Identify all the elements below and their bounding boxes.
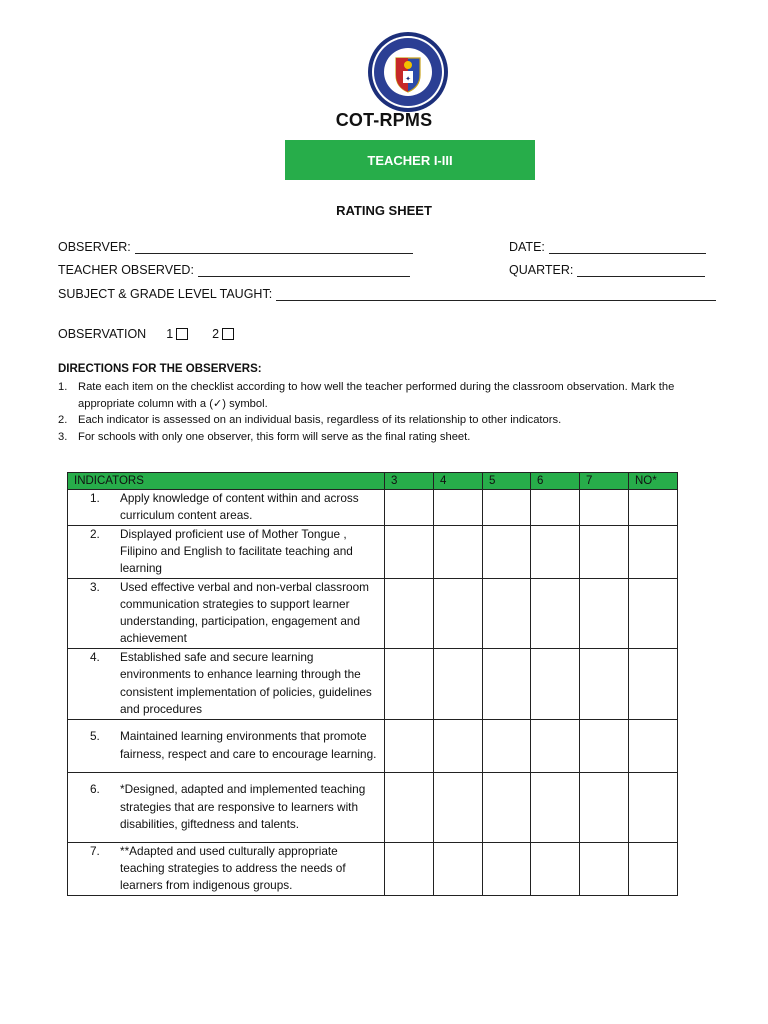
table-row (68, 719, 678, 772)
rating-cell[interactable] (385, 719, 434, 772)
header-rating-7: 7 (580, 473, 629, 490)
indicator-cell: 2. Displayed proficient use of Mother Tongue , Filipino and English to facilitate teaching and learning (68, 525, 385, 578)
rating-cell[interactable] (483, 578, 531, 648)
direction-item: 1. Rate each item on the checklist according to how well the teacher performed during the classroom observation. Mark the appropriate column with a (✓) symbol. (58, 381, 675, 410)
observation-option-2-label: 2 (212, 327, 220, 341)
indicator-cell: 1. Apply knowledge of content within and across curriculum content areas. (68, 490, 385, 526)
rating-cell[interactable] (629, 648, 678, 719)
rating-cell[interactable] (434, 648, 483, 719)
observer-label: OBSERVER: (58, 240, 131, 254)
directions-title: DIRECTIONS FOR THE OBSERVERS: (58, 363, 262, 375)
header-rating-6: 6 (531, 473, 580, 490)
observer-field[interactable] (58, 240, 413, 254)
rating-cell[interactable] (629, 578, 678, 648)
quarter-line[interactable] (577, 264, 705, 277)
table-row (68, 525, 678, 578)
date-line[interactable] (549, 241, 706, 254)
rating-cell[interactable] (434, 578, 483, 648)
form-title: COT-RPMS (335, 110, 433, 130)
rating-cell[interactable] (483, 490, 531, 526)
rating-cell[interactable] (385, 648, 434, 719)
rating-cell[interactable] (531, 648, 580, 719)
rating-cell[interactable] (483, 525, 531, 578)
table-row (68, 648, 678, 719)
subject-grade-line[interactable] (276, 288, 716, 301)
observation-1-checkbox[interactable] (176, 328, 188, 340)
rating-cell[interactable] (629, 525, 678, 578)
rating-cell[interactable] (531, 525, 580, 578)
teacher-observed-label: TEACHER OBSERVED: (58, 263, 194, 277)
quarter-field[interactable] (509, 263, 705, 277)
rating-cell[interactable] (580, 648, 629, 719)
table-row (68, 772, 678, 842)
rating-cell[interactable] (531, 842, 580, 895)
rating-cell[interactable] (434, 525, 483, 578)
direction-item: 2. Each indicator is assessed on an individual basis, regardless of its relationship to other indicators. (58, 414, 562, 426)
header-rating-3: 3 (385, 473, 434, 490)
observation-option-1-label: 1 (166, 327, 174, 341)
rating-cell[interactable] (580, 525, 629, 578)
date-field[interactable] (509, 240, 706, 254)
rating-cell[interactable] (385, 490, 434, 526)
rating-cell[interactable] (629, 842, 678, 895)
rating-cell[interactable] (580, 772, 629, 842)
rating-cell[interactable] (385, 842, 434, 895)
directions-list (58, 379, 728, 445)
rating-cell[interactable] (483, 719, 531, 772)
table-row (68, 842, 678, 895)
rating-cell[interactable] (531, 578, 580, 648)
header-rating-4: 4 (434, 473, 483, 490)
rating-cell[interactable] (385, 578, 434, 648)
subject-grade-field[interactable] (58, 287, 716, 301)
rating-cell[interactable] (434, 719, 483, 772)
indicator-cell: 3. Used effective verbal and non-verbal classroom communication strategies to support learner understanding, participation, engagement and achievement (68, 578, 385, 648)
header-indicators: INDICATORS (68, 473, 385, 490)
indicator-cell: 6. *Designed, adapted and implemented teaching strategies that are responsive to learners with disabilities, giftedness and talents. (68, 772, 385, 842)
observation-label: OBSERVATION (58, 327, 147, 341)
rating-cell[interactable] (580, 578, 629, 648)
rating-cell[interactable] (629, 719, 678, 772)
rating-cell[interactable] (483, 648, 531, 719)
indicator-cell: 4. Established safe and secure learning environments to enhance learning through the consistent implementation of policies, guidelines and procedures (68, 648, 385, 719)
rating-cell[interactable] (580, 719, 629, 772)
direction-item: 3. For schools with only one observer, this form will serve as the final rating sheet. (58, 430, 471, 443)
rating-cell[interactable] (385, 772, 434, 842)
rating-cell[interactable] (531, 772, 580, 842)
indicators-table (67, 472, 678, 896)
table-row (68, 490, 678, 526)
indicator-cell: 7. **Adapted and used culturally appropriate teaching strategies to address the needs of learners from indigenous groups. (68, 842, 385, 895)
observation-2-checkbox[interactable] (222, 328, 234, 340)
rating-cell[interactable] (531, 719, 580, 772)
quarter-label: QUARTER: (509, 263, 574, 277)
teacher-observed-line[interactable] (198, 264, 410, 277)
rating-cell[interactable] (434, 842, 483, 895)
rating-cell[interactable] (434, 772, 483, 842)
rating-cell[interactable] (483, 772, 531, 842)
observation-selector (58, 327, 258, 341)
svg-text:✦: ✦ (405, 75, 411, 83)
rating-cell[interactable] (385, 525, 434, 578)
teacher-level-banner: TEACHER I-III (285, 140, 535, 180)
indicator-cell: 5. Maintained learning environments that promote fairness, respect and care to encourage learning. (68, 719, 385, 772)
table-header-row (68, 473, 678, 490)
rating-cell[interactable] (580, 490, 629, 526)
rating-cell[interactable] (629, 772, 678, 842)
form-subtitle: RATING SHEET (336, 203, 432, 218)
table-row (68, 578, 678, 648)
observer-line[interactable] (135, 241, 413, 254)
subject-grade-label: SUBJECT & GRADE LEVEL TAUGHT: (58, 287, 273, 301)
rating-cell[interactable] (483, 842, 531, 895)
header-rating-5: 5 (483, 473, 531, 490)
rating-cell[interactable] (580, 842, 629, 895)
rating-cell[interactable] (629, 490, 678, 526)
deped-seal-logo (367, 31, 449, 113)
rating-cell[interactable] (531, 490, 580, 526)
rating-cell[interactable] (434, 490, 483, 526)
header-not-observed: NO* (629, 473, 678, 490)
teacher-observed-field[interactable] (58, 263, 410, 277)
date-label: DATE: (509, 240, 545, 254)
